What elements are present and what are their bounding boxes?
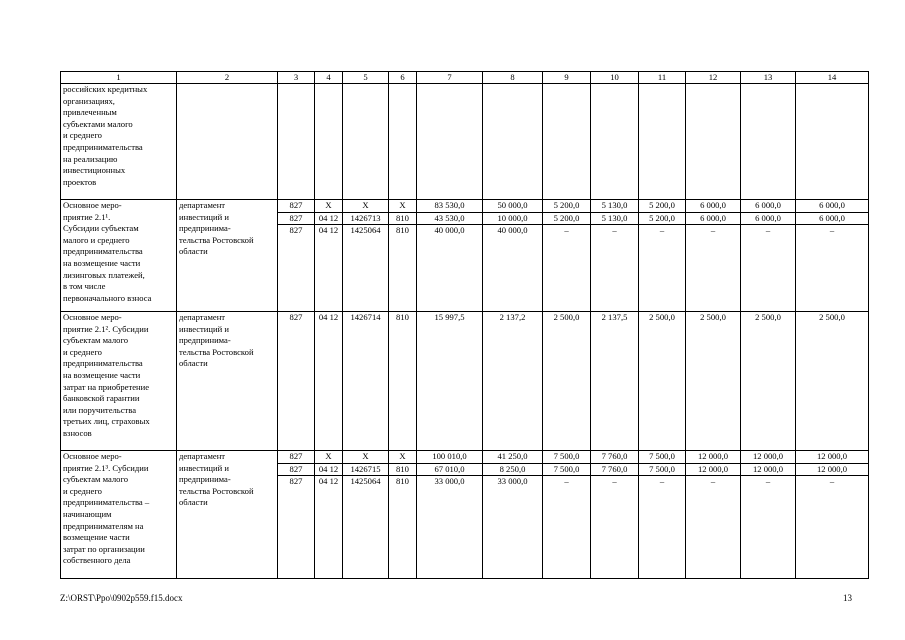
col-header: 1 [61,72,177,84]
executor-line: инвестиций и [179,462,229,473]
value-line: Х [343,200,388,213]
value-line: 41 250,0 [483,451,542,464]
value-cell [343,200,389,312]
value-cell [278,312,315,451]
value-cell [483,200,543,312]
executor-line: области [179,497,208,508]
value-line: 1426713 [343,213,388,226]
description-line: предпринимательства [63,358,143,369]
value-cell [741,84,796,200]
col-header: 9 [543,72,591,84]
value-line: – [612,476,617,487]
value-cell [639,312,686,451]
description-line: приятие 2.1³. Субсидии [63,462,149,473]
value-line: 2 500,0 [819,312,845,322]
description-line: возмещение части [63,532,130,543]
description-line: лизинговых платежей, [63,269,145,280]
value-line: Х [343,451,388,464]
value-cell [741,451,796,579]
value-line: 810 [389,464,416,477]
value-line: Х [315,200,342,213]
value-line: 12 000,0 [686,451,740,464]
executor-line: тельства Ростовской [179,346,254,357]
value-cell [417,451,483,579]
description-line: или поручительства [63,404,137,415]
value-line: 12 000,0 [741,464,795,477]
description-line: проектов [63,176,97,187]
value-line: 67 010,0 [417,464,482,477]
value-line: 33 000,0 [434,476,465,487]
value-cell [543,84,591,200]
executor-line: департамент [179,312,226,322]
value-cell [343,312,389,451]
value-line: 2 500,0 [700,312,726,322]
value-line: 10 000,0 [483,213,542,226]
description-line: первоначального взноса [63,292,152,303]
value-line: 1426714 [350,312,381,322]
value-line: 1425064 [350,476,381,487]
value-cell [741,312,796,451]
value-line: 100 010,0 [417,451,482,464]
value-cell [686,200,741,312]
value-line: – [710,476,716,487]
table-row [61,200,869,312]
page-number: 13 [843,593,852,603]
value-line: 827 [278,213,314,226]
value-line: Х [389,451,416,464]
value-line: 1425064 [350,225,381,236]
value-cell [686,84,741,200]
value-line: 04 12 [318,312,339,322]
value-line: 04 12 [315,464,342,477]
value-line: – [564,225,569,236]
executor-line: тельства Ростовской [179,234,254,245]
activity-description [61,451,177,579]
value-line: 7 500,0 [543,464,590,477]
value-cell [543,451,591,579]
value-line: 12 000,0 [796,464,868,477]
value-line: 33 000,0 [497,476,528,487]
value-line: 827 [289,225,303,236]
value-line: Х [315,451,342,464]
value-cell [543,312,591,451]
description-line: третьих лиц, страховых [63,416,150,427]
executor-line: области [179,246,208,257]
value-line: 827 [278,200,314,213]
description-line: взносов [63,427,92,438]
description-line: предпринимательства [63,141,143,152]
description-line: организациях, [63,95,115,106]
value-line: – [659,476,665,487]
value-line: – [659,225,665,236]
value-line: – [612,225,617,236]
value-line: – [564,476,569,487]
col-header: 11 [639,72,686,84]
value-line: 12 000,0 [686,464,740,477]
description-line: Основное меро- [63,312,122,322]
description-line: субъектам малого [63,474,129,485]
value-cell [315,84,343,200]
value-cell [278,84,315,200]
value-cell [796,312,869,451]
executor-cell [177,200,278,312]
description-line: в том числе [63,281,106,292]
value-cell [483,312,543,451]
activity-description [61,312,177,451]
col-header: 10 [591,72,639,84]
value-cell [278,451,315,579]
value-line: 50 000,0 [483,200,542,213]
value-cell [389,312,417,451]
description-line: банковской гарантии [63,393,140,404]
col-header: 3 [278,72,315,84]
value-line: 2 137,2 [499,312,526,322]
value-line: 2 137,5 [601,312,628,322]
value-line: 83 530,0 [417,200,482,213]
value-cell [591,200,639,312]
table-row [61,84,869,200]
description-line: на реализацию [63,153,118,164]
description-line: приятие 2.1¹. [63,211,111,222]
description-line: Субсидии субъектам [63,223,139,234]
value-cell [389,200,417,312]
value-cell [343,84,389,200]
value-cell [315,200,343,312]
col-header: 6 [389,72,417,84]
value-line: 2 500,0 [755,312,781,322]
value-cell [639,200,686,312]
value-cell [315,451,343,579]
description-line: малого и среднего [63,234,130,245]
value-cell [389,451,417,579]
value-cell [741,200,796,312]
value-line: 43 530,0 [417,213,482,226]
value-cell [417,200,483,312]
description-line: российских кредитных [63,84,148,94]
value-cell [483,84,543,200]
col-header: 7 [417,72,483,84]
value-cell [278,200,315,312]
value-cell [417,84,483,200]
value-line: 810 [396,312,409,322]
executor-line: области [179,358,208,369]
value-cell [639,451,686,579]
value-line: – [710,225,716,236]
value-line: – [829,476,835,487]
value-line: 827 [278,464,314,477]
col-header: 13 [741,72,796,84]
table-row [61,312,869,451]
value-line: – [765,225,771,236]
value-line: 827 [289,312,303,322]
description-line: привлеченным [63,107,117,118]
value-cell [639,84,686,200]
value-line: 1426715 [343,464,388,477]
value-line: 810 [396,225,409,236]
value-line: 827 [278,451,314,464]
description-line: и среднего [63,485,102,496]
value-cell [686,312,741,451]
executor-line: предпринима- [179,223,231,234]
description-line: инвестиционных [63,165,126,176]
value-line: 2 500,0 [649,312,675,322]
value-line: 6 000,0 [796,200,868,213]
description-line: и среднего [63,130,102,141]
description-line: предпринимателям на [63,520,144,531]
value-cell [417,312,483,451]
value-line: 7 760,0 [591,464,638,477]
value-line: 5 200,0 [639,213,685,226]
value-line: 12 000,0 [741,451,795,464]
table-row [61,451,869,579]
executor-line: департамент [179,451,226,461]
col-header: 12 [686,72,741,84]
value-cell [315,312,343,451]
value-line: 04 12 [318,476,339,487]
description-line: предпринимательства [63,246,143,257]
value-line: – [765,476,771,487]
value-line: 810 [396,476,409,487]
value-line: – [829,225,835,236]
executor-line: департамент [179,200,226,210]
value-cell [483,451,543,579]
col-header: 8 [483,72,543,84]
description-line: приятие 2.1². Субсидии [63,323,149,334]
value-line: 40 000,0 [497,225,528,236]
executor-cell [177,451,278,579]
value-cell [591,451,639,579]
executor-line: инвестиций и [179,323,229,334]
value-line: 7 500,0 [639,451,685,464]
description-line: на возмещение части [63,257,141,268]
value-line: 7 500,0 [543,451,590,464]
description-line: затрат на приобретение [63,381,150,392]
value-cell [343,451,389,579]
activity-description [61,200,177,312]
value-line: 8 250,0 [483,464,542,477]
value-line: Х [389,200,416,213]
executor-cell [177,84,278,200]
value-cell [543,200,591,312]
value-line: 6 000,0 [686,200,740,213]
executor-cell [177,312,278,451]
value-line: 15 997,5 [434,312,465,322]
value-line: 12 000,0 [796,451,868,464]
activity-description [61,84,177,200]
value-cell [591,84,639,200]
value-line: 5 200,0 [543,200,590,213]
description-line: собственного дела [63,555,131,566]
value-line: 6 000,0 [741,200,795,213]
col-header: 2 [177,72,278,84]
value-line: 5 200,0 [639,200,685,213]
value-line: 5 200,0 [543,213,590,226]
value-line: 827 [289,476,303,487]
executor-line: предпринима- [179,335,231,346]
value-line: 04 12 [315,213,342,226]
description-line: на возмещение части [63,369,141,380]
description-line: предпринимательства – [63,497,150,508]
value-cell [686,451,741,579]
budget-table [60,71,869,579]
value-line: 04 12 [318,225,339,236]
description-line: субъектами малого [63,118,133,129]
value-line: 7 760,0 [591,451,638,464]
col-header: 4 [315,72,343,84]
value-cell [796,84,869,200]
executor-line: предпринима- [179,474,231,485]
value-cell [796,200,869,312]
value-line: 7 500,0 [639,464,685,477]
col-header: 14 [796,72,869,84]
value-line: 6 000,0 [686,213,740,226]
description-line: субъектам малого [63,335,129,346]
value-line: 5 130,0 [591,200,638,213]
column-header-row [61,72,869,84]
value-cell [591,312,639,451]
description-line: Основное меро- [63,200,122,210]
col-header: 5 [343,72,389,84]
value-line: 810 [389,213,416,226]
description-line: затрат по организации [63,543,145,554]
value-line: 6 000,0 [741,213,795,226]
description-line: и среднего [63,346,102,357]
executor-line: тельства Ростовской [179,485,254,496]
value-line: 6 000,0 [796,213,868,226]
executor-line: инвестиций и [179,211,229,222]
description-line: начинающим [63,508,112,519]
value-cell [796,451,869,579]
value-line: 2 500,0 [553,312,580,322]
description-line: Основное меро- [63,451,122,461]
value-line: 5 130,0 [591,213,638,226]
file-path: Z:\ORST\Ppo\0902p559.f15.docx [60,593,183,603]
value-cell [389,84,417,200]
value-line: 40 000,0 [434,225,465,236]
